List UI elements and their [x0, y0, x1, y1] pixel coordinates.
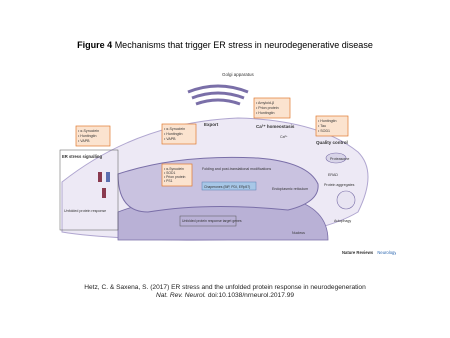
figure-title-text: Mechanisms that trigger ER stress in neurodegenerative disease [114, 40, 373, 50]
golgi-apparatus [188, 86, 248, 104]
upr-genes-label: Unfolded protein response target genes [182, 219, 242, 223]
box-export-line-2: • VAPB [164, 137, 176, 141]
box-qc-line-2: • SOD1 [318, 129, 331, 133]
folding-label: Folding and post-translational modifications [202, 167, 272, 171]
erad-label: ERAD [328, 173, 338, 177]
box-signal-line-0: • α-Synuclein [78, 129, 100, 133]
box-ca-line-2: • Huntingtin [256, 111, 275, 115]
box-qc-line-0: • Huntingtin [318, 119, 337, 123]
citation-line-1: Hetz, C. & Saxena, S. (2017) ER stress and the unfolded protein response in neurodegeneration [84, 284, 366, 291]
publisher-name: Nature Reviews [342, 250, 374, 255]
ca-ion-label: Ca²⁺ [280, 135, 288, 139]
box-folding-line-0: • α-Synuclein [164, 167, 184, 171]
aggregates-label: Protein aggregates [324, 183, 355, 187]
box-qc-line-1: • Tau [318, 124, 326, 128]
figure-label: Figure 4 [77, 40, 113, 50]
proteasome-label: Proteasome [330, 157, 350, 161]
box-export-line-0: • α-Synuclein [164, 127, 186, 131]
box-ca-line-1: • Prion protein [256, 106, 279, 110]
ca-homeostasis-label: Ca²⁺ homeostasis [256, 124, 295, 129]
citation [0, 284, 450, 300]
autophagy-label: Autophagy [334, 219, 352, 223]
citation-journal: Nat. Rev. Neurol. [155, 292, 207, 299]
publisher-credit [342, 250, 396, 255]
figure-title [0, 40, 450, 50]
export-label: Export [204, 122, 219, 127]
er-stress-diagram [58, 62, 396, 260]
journal-short: Neurology [377, 250, 396, 255]
box-signal-line-2: • VAPB [78, 139, 90, 143]
er-label: Endoplasmic reticulum [272, 187, 309, 191]
box-folding-line-2: • Prion protein [164, 175, 186, 179]
box-signal-line-1: • Huntingtin [78, 134, 97, 138]
er-stress-signalling-label: ER stress signalling [62, 154, 103, 159]
quality-control-label: Quality control [316, 140, 348, 145]
golgi-label: Golgi apparatus [222, 72, 254, 77]
box-folding-line-1: • SOD1 [164, 171, 176, 175]
box-export-line-1: • Huntingtin [164, 132, 183, 136]
autophagosome [337, 191, 355, 209]
box-folding-line-3: • PS1 [164, 179, 173, 183]
nucleus-label: Nucleus [292, 231, 305, 235]
citation-line-2 [0, 292, 450, 300]
upr-label: Unfolded protein response [64, 209, 107, 213]
box-ca-line-0: • Amyloid-β [256, 101, 275, 105]
citation-doi: doi:10.1038/nrneurol.2017.99 [207, 292, 295, 299]
chaperones-label: Chaperones (BiP, PDI, ERp57) [204, 185, 251, 189]
